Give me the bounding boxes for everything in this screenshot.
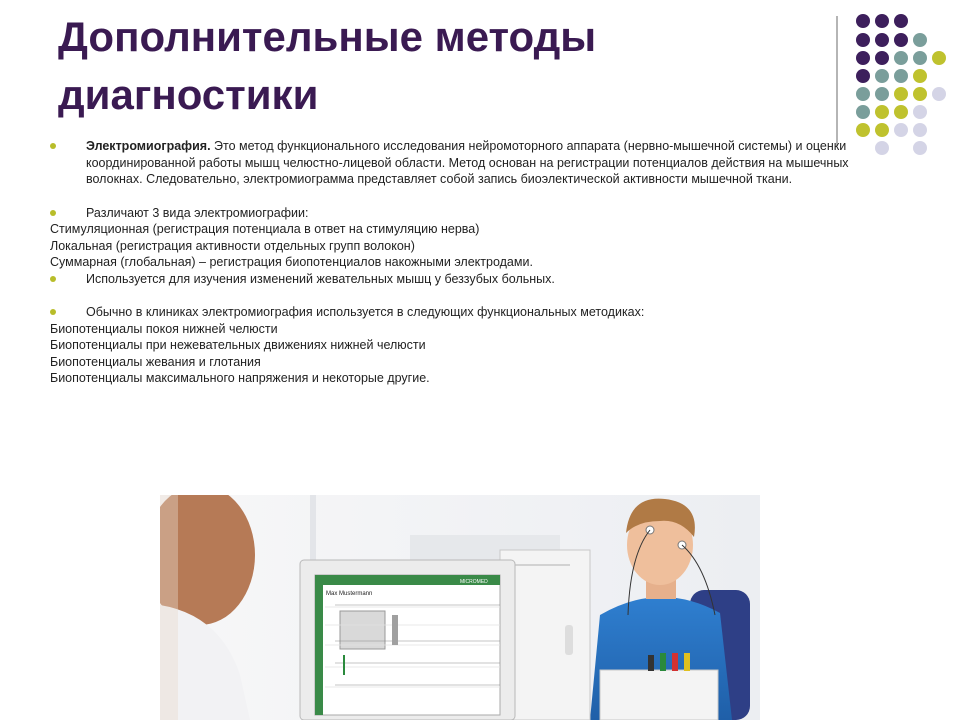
emg-term: Электромиография. [86, 139, 211, 153]
title-line-2: диагностики [58, 71, 319, 118]
methods-intro [50, 304, 860, 321]
types-intro-text: Различают 3 вида электромиографии: [86, 205, 309, 220]
method-item: Биопотенциалы при нежевательных движениях нижней челюсти [50, 338, 426, 352]
dot [875, 87, 889, 101]
dot [875, 105, 889, 119]
slide-body [50, 138, 860, 387]
dot [932, 87, 946, 101]
bullet-icon [50, 210, 56, 216]
dot [913, 33, 927, 47]
dot [856, 123, 870, 137]
dot [894, 33, 908, 47]
type-item: Локальная (регистрация активности отдельных групп волокон) [50, 238, 415, 253]
dot [913, 51, 927, 65]
method-item: Биопотенциалы жевания и глотания [50, 354, 261, 369]
dot [932, 51, 946, 65]
dot [913, 87, 927, 101]
emg-app-brand: MICROMED [460, 579, 488, 585]
emg-definition-text: Это метод функционального исследования нейромоторного аппарата (нервно-мышечной системы) и оценки координированной работы мышц челюстно-лицевой области. Метод основан на регистрации потенциалов действия на мышечных волокнах. Следовательно, электромиограмма представляет собой запись биоэлектической активности мышечной ткани. [86, 139, 849, 186]
dot [875, 51, 889, 65]
dot [894, 14, 908, 28]
emg-photo-illustration [160, 495, 760, 720]
emg-patient-name: Max Mustermann [326, 591, 373, 597]
dot [875, 33, 889, 47]
bullet-icon [50, 276, 56, 282]
dot [875, 141, 889, 155]
emg-photo [160, 495, 760, 720]
method-item: Биопотенциалы покоя нижней челюсти [50, 321, 278, 336]
methods-intro-text: Обычно в клиниках электромиография используется в следующих функциональных методиках: [86, 305, 645, 319]
dot [856, 105, 870, 119]
dot [894, 87, 908, 101]
decorative-dot-grid [850, 14, 950, 154]
dot [856, 69, 870, 83]
dot [875, 69, 889, 83]
bullet-icon [50, 143, 56, 149]
dot [894, 105, 908, 119]
dot [875, 14, 889, 28]
slide-title [58, 8, 818, 124]
usage-note [50, 271, 860, 288]
dot [856, 33, 870, 47]
type-item: Суммарная (глобальная) – регистрация биопотенциалов накожными электродами. [50, 255, 533, 269]
dot [913, 69, 927, 83]
dot [856, 51, 870, 65]
dot [894, 123, 908, 137]
method-item: Биопотенциалы максимального напряжения и некоторые другие. [50, 371, 430, 385]
dot [913, 141, 927, 155]
decorative-divider [836, 16, 838, 146]
dot [913, 105, 927, 119]
dot [913, 123, 927, 137]
dot [856, 87, 870, 101]
type-item: Стимуляционная (регистрация потенциала в ответ на стимуляцию нерва) [50, 222, 480, 236]
dot [856, 14, 870, 28]
dot [894, 69, 908, 83]
dot [875, 123, 889, 137]
emg-definition [50, 138, 860, 188]
dot [894, 51, 908, 65]
usage-text: Используется для изучения изменений жевательных мышц у беззубых больных. [86, 271, 555, 286]
types-intro [50, 205, 860, 222]
title-line-1: Дополнительные методы [58, 13, 597, 60]
bullet-icon [50, 309, 56, 315]
